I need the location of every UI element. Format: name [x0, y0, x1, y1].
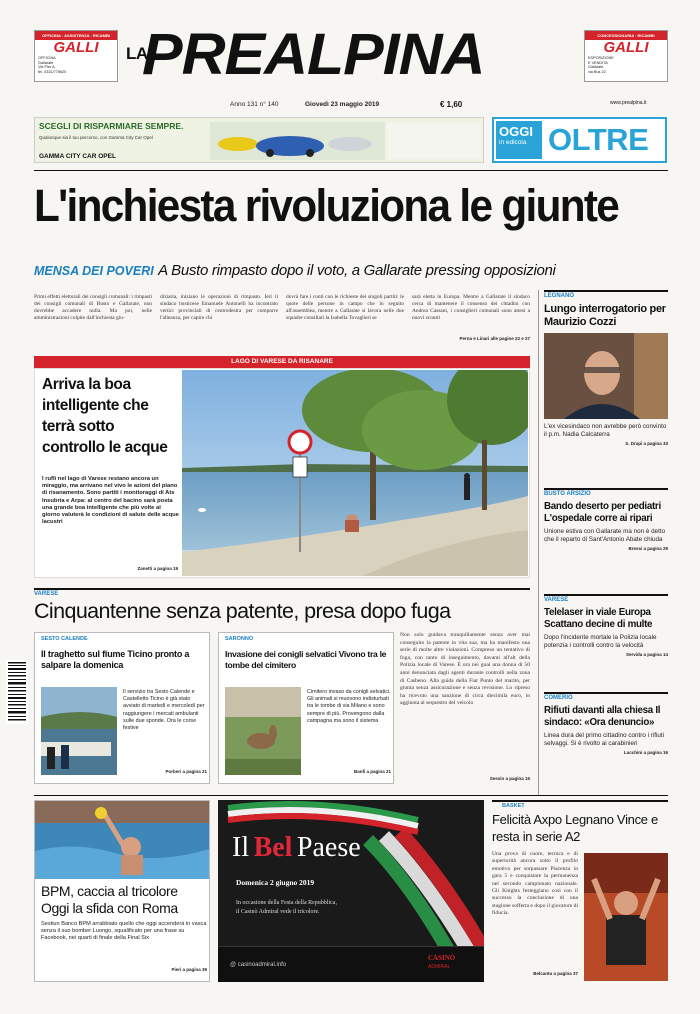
basket-body: Una prova di cuore, tecnica e di superiorità ancora sotto il profilo emotivo per sorpassare Piacenza in gara 5 e conquistare la permanenza nel secondo campionato nazionale. Gli Knights festeggiano così con il successo la conclusione di una stagione sofferta e dopo il giocatore di fiducia. — [492, 851, 578, 917]
oltre-badge — [496, 121, 542, 159]
divider — [34, 170, 668, 171]
bpm-article[interactable] — [34, 800, 210, 982]
sesto-title: Il traghetto sul fiume Ticino pronto a salpare la domenica — [41, 649, 190, 670]
galli-right-line: ESPOSIZIONE — [588, 56, 614, 60]
lead-kicker: MENSA DEI POVERI — [34, 264, 154, 278]
galli-right-line: E VENDITA — [588, 60, 608, 65]
busto-kicker: BUSTO ARSIZIO — [544, 488, 668, 497]
galli-right-line: Gallarate — [588, 65, 604, 70]
sesto-article[interactable] — [34, 632, 210, 784]
barcode-icon — [6, 660, 28, 724]
comerio-kicker: COMERIO — [544, 692, 668, 701]
varese-article[interactable] — [544, 594, 668, 657]
saronno-body: Cimitero invaso da conigli selvatici. Gli animali si muovono indisturbati tra le tombe di via Milano e sono sempre di più. Provengono dalla campagna ma sono il sistema — [307, 689, 391, 724]
oltre-oggi: OGGI — [499, 124, 533, 139]
sesto-body: Il servizio tra Sesto Calende e Castelletto Ticino è già stato avviato di martedì e mercoledì per raggiungere i mercati ambulanti sulle due sponde. Ora le corse festive — [123, 689, 205, 732]
bpm-title: BPM, caccia al tricolore Oggi la sfida con Roma — [41, 883, 178, 916]
boa-title: Arriva la boa intelligente che terrà sotto controllo le acque — [42, 376, 168, 456]
opel-headline: SCEGLI DI RISPARMIARE SEMPRE. — [39, 121, 184, 131]
oltre-edicola: in edicola — [499, 139, 527, 146]
issue-number: Anno 131 n° 140 — [230, 101, 279, 108]
galli-ad-left[interactable] — [34, 30, 118, 82]
busto-article[interactable] — [544, 488, 668, 551]
opel-ad[interactable] — [34, 117, 484, 163]
comerio-title: Rifiuti davanti alla chiesa Il sindaco: «Ora denuncio» — [544, 705, 661, 728]
basket-article[interactable] — [492, 803, 668, 983]
lead-col-1: Primi effetti elettorali dei consigli comunali: i rimpasti dei consigli comunali di Busto e Gallarate, non dovrebbe accadere nulla. Ma poi, nelle amministrazioni colpite dall'inchiesta giu- — [34, 294, 152, 321]
galli-left-line: OFFICINA — [38, 56, 56, 60]
lead-ref[interactable]: Perna e Linari alle pagine 22 e 27 — [459, 336, 530, 341]
basket-ref[interactable]: Belcantu a pagina 37 — [533, 971, 578, 976]
basket-title: Felicità Axpo Legnano Vince e resta in serie A2 — [492, 812, 658, 844]
casino-title-il: Il — [232, 832, 250, 863]
casino-brand2: ADMIRAL — [428, 964, 451, 970]
casino-date: Domenica 2 giugno 2019 — [236, 878, 315, 887]
saronno-title: Invasione dei conigli selvatici Vivono tra le tombe del cimitero — [225, 649, 387, 670]
saronno-kicker: SARONNO — [225, 636, 254, 642]
website[interactable]: www.prealpina.it — [610, 100, 647, 106]
masthead-title: PREALPINA — [142, 22, 485, 87]
varese-kicker: VARESE — [544, 594, 668, 603]
casino-brand: CASINÒ — [428, 954, 456, 962]
divider — [34, 795, 668, 796]
opel-sub: Qualunque sia il tuo percorso, con Gamma City Car Opel — [39, 135, 153, 140]
patente-kicker: VARESE — [34, 591, 59, 597]
galli-left-line: Gallarate — [38, 60, 54, 65]
casino-title — [232, 832, 361, 864]
legnano-ref[interactable]: S. Drapi a pagina 33 — [625, 441, 668, 446]
casino-title-bel: Bel — [253, 832, 293, 863]
varese-ref[interactable]: Servida a pagina 14 — [625, 652, 668, 657]
lead-col-3: dovrà fare i conti con le richieste dei singoli partiti: le quote delle persone in campo che in seguito all'assemblea, mentre a Gallarate si lavora nelle due squadre consiliari la Isabella Tovaglieri se — [286, 294, 404, 321]
galli-ad-right[interactable] — [584, 30, 668, 82]
galli-right-logo: GALLI — [603, 39, 649, 56]
varese-body: Dopo l'incidente mortale la Polizia locale potenzia i controlli contro la velocità — [544, 634, 657, 649]
oltre-name: OLTRE — [548, 122, 649, 157]
galli-left-line: Via Pier A. — [38, 65, 56, 70]
waterpolo-photo — [35, 801, 209, 879]
galli-left-top: OFFICINA · ASSISTENZA · RICAMBI — [35, 31, 117, 40]
comerio-body: Linea dura del primo cittadino contro i rifiuti selvaggi. Si è rivolto ai carabinieri — [544, 732, 665, 747]
issue-price: € 1,60 — [440, 100, 463, 109]
galli-left-line: tel. 0331/775620 — [38, 69, 67, 74]
cozzi-photo — [544, 333, 668, 419]
casino-title-paese: Paese — [296, 832, 361, 863]
boa-ref[interactable]: Zanetti a pagina 19 — [137, 566, 178, 571]
varese-title: Telelaser in viale Europa Scattano decine di multe — [544, 607, 653, 630]
legnano-kicker: LEGNANO — [544, 290, 668, 299]
issue-date: Giovedì 23 maggio 2019 — [305, 101, 380, 108]
comerio-ref[interactable]: Lucchini a pagina 16 — [623, 750, 668, 755]
basket-player-photo — [584, 853, 668, 981]
legnano-title: Lungo interrogatorio per Maurizio Cozzi — [544, 303, 666, 328]
busto-body: Unione estiva con Gallarate ma non è detto che il reparto di Sant'Antonio Abate chiuda — [544, 528, 666, 543]
column-divider — [538, 290, 539, 795]
bpm-body: Sestiun Banco BPM arrabbiato quello che oggi accenderà in vasca senza il suo bomber Luongo, squalificato per una frase su Facebook, nei quarti di finale della Final Six — [41, 921, 207, 942]
ferry-photo — [41, 687, 117, 775]
casino-line2: il Casinò Admiral vede il tricolore. — [236, 909, 320, 915]
patente-ref[interactable]: Sessin a pagina 15 — [489, 776, 530, 781]
sesto-ref[interactable]: Porberi a pagina 21 — [165, 769, 207, 774]
saronno-article[interactable] — [218, 632, 394, 784]
boa-body: I rufli nel lago di Varese restano ancora un miraggio, ma arrivano nel vivo le azioni del piano di risanamento. Sono partiti i monitoraggi di Ats Insubria e Arpa: al centro del bacino sarà posta una grande boa intelligente che più volte al giorno valuterà le condizioni di salute delle acque lacustri — [42, 476, 179, 526]
busto-title: Bando deserto per pediatri L'ospedale corre ai ripari — [544, 501, 661, 524]
casino-footer[interactable]: @ casinoadmiral.info — [230, 962, 287, 968]
lead-col-2: diziaria, iniziano le operazioni di rimpasto. Ieri il sindaco busticese Emanuele Antonelli ha incontrato vertici provinciali di centrodestra per comporre l'alleanza, per capire chi — [160, 294, 278, 321]
casino-line1: In occasione della Festa della Repubblica, — [236, 900, 337, 906]
lake-photo — [182, 370, 528, 576]
cars-image — [210, 122, 385, 160]
legnano-article[interactable] — [544, 290, 668, 446]
saronno-ref[interactable]: Banfi a pagina 21 — [353, 769, 391, 774]
galli-left-logo: GALLI — [53, 39, 99, 56]
busto-ref[interactable]: Bressi a pagina 29 — [628, 546, 668, 551]
oltre-ad[interactable] — [492, 117, 667, 163]
sesto-kicker: SESTO CALENDE — [41, 636, 88, 642]
legnano-body: L'ex vicesindaco non avrebbe però convinto il p.m. Nadia Calcaterra — [544, 423, 667, 438]
boa-banner: LAGO DI VARESE DA RISANARE — [34, 356, 530, 368]
patente-headline[interactable]: Cinquantenne senza patente, presa dopo fuga — [34, 599, 451, 623]
bpm-ref[interactable]: Pieri a pagina 39 — [171, 967, 207, 972]
opel-fineprint — [387, 123, 481, 159]
opel-footer: GAMMA CITY CAR OPEL — [39, 153, 116, 160]
galli-right-top: CONCESSIONARIA · RICAMBI — [585, 31, 667, 40]
lead-subhead-row — [34, 262, 668, 280]
comerio-article[interactable] — [544, 692, 668, 755]
patente-rule — [34, 588, 530, 590]
basket-rule — [492, 800, 668, 802]
casino-ad[interactable] — [218, 800, 484, 982]
masthead-prefix: LA — [126, 44, 148, 63]
galli-right-line: via Bus 22 — [588, 69, 606, 74]
lead-col-4: sarà eletta in Europa. Mentre a Gallarate il sindaco cerca di mantenere il consenso dei cittadini con Andrea Cassani, i consiglieri comunali sono attesi a nuovi scontri — [412, 294, 530, 321]
rabbit-photo — [225, 687, 301, 775]
lead-headline[interactable]: L'inchiesta rivoluziona le giunte — [34, 180, 619, 231]
lead-subhead: A Busto rimpasto dopo il voto, a Gallarate pressing opposizioni — [158, 262, 556, 279]
basket-kicker: BASKET — [502, 803, 525, 809]
patente-body: Non solo guidava tranquillamente senza aver mai conseguito la patente in vita sua, ma ha manifesto una serie di molte altre violazioni. Compreso un tentativo di fuga, con tanto di inseguimento, davanti all'alt della Polizia locale di Varese. È ora nei guai una donna di 50 anni denunciata dagli agenti durante controlli nella zona di Casbeno. Alla guida della Fiat Punto del marito, per giunta senza assicurazione e senza revisione. Lo ripreso ha ricevuto una sanzione di circa diecimila euro, in aggiunta al sequestro del veicolo — [400, 632, 530, 707]
